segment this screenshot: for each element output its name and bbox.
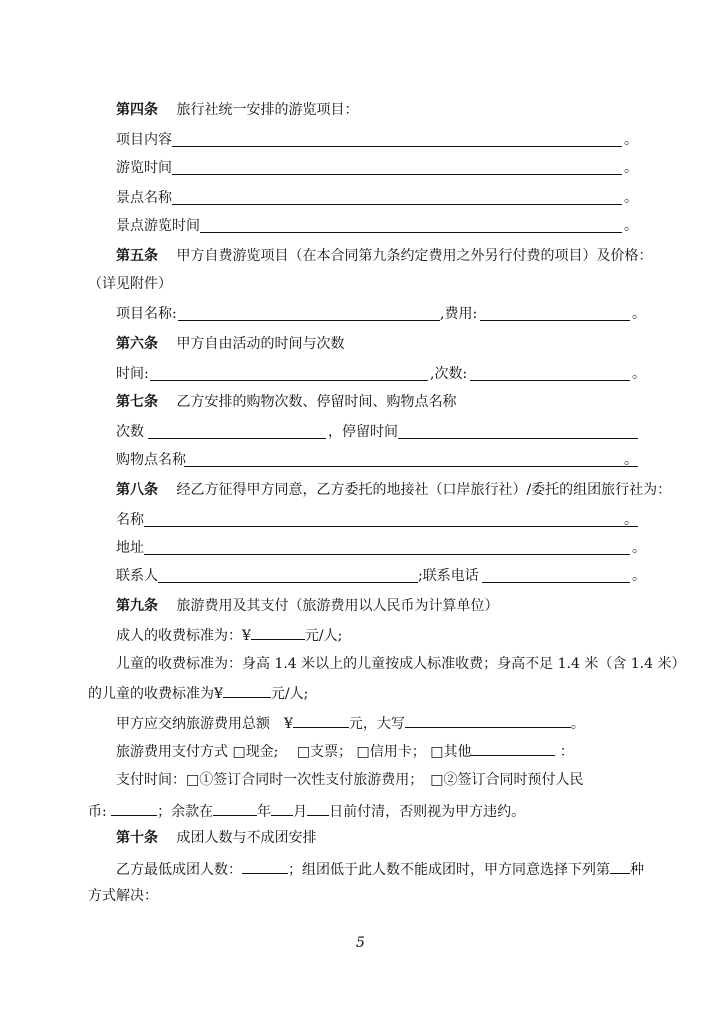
art4-field4-label: 景点游览时间 (116, 218, 200, 234)
art10-min-text: ；组团低于此人数不能成团时，甲方同意选择下列第 (288, 862, 610, 878)
month-blank[interactable] (271, 800, 293, 816)
art5-text: 甲方自费游览项目（在本合同第九条约定费用之外另行付费的项目）及价格： (176, 248, 653, 264)
option-blank[interactable] (610, 858, 630, 874)
art4-field2-label: 游览时间 (116, 160, 172, 176)
year-label: 年 (257, 804, 272, 820)
art9-adult (116, 624, 342, 646)
art10-label: 第十条 (116, 830, 158, 846)
art10-solve: 方式解决： (88, 888, 158, 904)
art6-label: 第六条 (116, 336, 158, 352)
art9-total-label: 甲方应交纳旅游费用总额 ¥ (116, 716, 293, 732)
art4-field1-blank[interactable] (172, 130, 622, 147)
art5-heading (116, 246, 652, 266)
art5-fee-label: ,费用: (440, 306, 478, 322)
art5-fee-blank[interactable] (480, 304, 630, 321)
art8-contact-label: 联系人 (116, 568, 158, 584)
art4-field3-blank[interactable] (172, 188, 622, 205)
art5-name-label: 项目名称: (116, 306, 177, 322)
art9-child2-unit: 元/人; (270, 686, 309, 702)
art8-heading (116, 480, 671, 500)
art10-text: 成团人数与不成团安排 (176, 830, 317, 846)
art6-time-blank[interactable] (150, 364, 428, 381)
period: 。 (632, 568, 646, 584)
checkbox-pay2[interactable]: □ (430, 772, 444, 788)
art9-pay-time-label: 支付时间： (116, 772, 186, 788)
art6-heading (116, 334, 344, 354)
art9-label: 第九条 (116, 598, 158, 614)
checkbox-pay1[interactable]: □ (186, 772, 200, 788)
art8-phone-label: ;联系电话 (418, 568, 479, 584)
day-end: 日前付清，否则视为甲方违约。 (329, 804, 526, 820)
art9-pay-method-label: 旅游费用支付方式 (116, 744, 228, 760)
min-count-blank[interactable] (242, 858, 288, 874)
art6-count-blank[interactable] (470, 364, 630, 381)
opt-check: 支票； (310, 744, 353, 760)
balance-label: ；余款在 (157, 804, 214, 820)
period: 。 (632, 366, 646, 382)
art9-heading (116, 596, 498, 616)
art6-time-label: 时间: (116, 366, 149, 382)
rmb-label: 币: (88, 804, 107, 820)
art10-min-end: 种 (630, 862, 644, 878)
art7-count-label: 次数 (116, 424, 144, 440)
art5-label: 第五条 (116, 248, 158, 264)
page-number: 5 (356, 935, 365, 951)
period: 。 (624, 190, 638, 206)
year-blank[interactable] (213, 800, 257, 816)
other-blank[interactable] (471, 740, 555, 756)
art7-place-blank[interactable] (184, 450, 638, 467)
art9-total-unit: 元，大写 (348, 716, 405, 732)
art10-heading (116, 828, 316, 848)
period: 。 (624, 218, 638, 234)
art4-text: 旅行社统一安排的游览项目： (176, 102, 359, 118)
checkbox-cash[interactable]: □ (232, 744, 246, 760)
art9-text: 旅游费用及其支付（旅游费用以人民币为计算单位） (176, 598, 499, 614)
art9-total-words-blank[interactable] (405, 712, 571, 728)
opt-card: 信用卡； (369, 744, 426, 760)
art9-adult-unit: 元/人; (304, 628, 343, 644)
art7-stay-label: ，停留时间 (328, 424, 398, 440)
art8-phone-blank[interactable] (482, 566, 630, 583)
art8-name-blank[interactable] (144, 510, 638, 527)
art4-heading (116, 100, 358, 120)
art4-field4-blank[interactable] (200, 216, 622, 233)
art8-addr-blank[interactable] (144, 538, 630, 555)
art8-contact-blank[interactable] (158, 566, 418, 583)
art9-adult-blank[interactable] (251, 624, 305, 640)
art7-label: 第七条 (116, 394, 158, 410)
art7-count-blank[interactable] (148, 422, 326, 439)
month-label: 月 (293, 804, 308, 820)
art8-name-label: 名称 (116, 512, 144, 528)
opt-cash: 现金; (245, 744, 279, 760)
period: 。 (624, 452, 638, 468)
period: 。 (632, 306, 646, 322)
prepay-blank[interactable] (111, 800, 157, 816)
art4-label: 第四条 (116, 102, 158, 118)
art9-total-blank[interactable] (293, 712, 349, 728)
art5-name-blank[interactable] (178, 304, 440, 321)
day-blank[interactable] (307, 800, 329, 816)
checkbox-card[interactable]: □ (356, 744, 370, 760)
art7-heading (116, 392, 456, 412)
art9-balance (88, 800, 525, 822)
art5-text2: （详见附件） (88, 276, 172, 292)
checkbox-other[interactable]: □ (430, 744, 444, 760)
art9-pay-t2: ②签订合同时预付人民 (443, 772, 584, 788)
art7-place-label: 购物点名称 (116, 452, 186, 468)
art10-min (116, 858, 644, 880)
art10-min-label: 乙方最低成团人数： (116, 862, 242, 878)
art9-child2-label: 的儿童的收费标准为¥ (88, 686, 223, 702)
art8-label: 第八条 (116, 482, 158, 498)
colon: ： (559, 744, 574, 760)
opt-other: 其他 (443, 744, 472, 760)
art9-adult-label: 成人的收费标准为：¥ (116, 628, 251, 644)
art4-field3-label: 景点名称 (116, 190, 172, 206)
art6-text: 甲方自由活动的时间与次数 (176, 336, 345, 352)
period: 。 (570, 716, 585, 732)
period: 。 (624, 512, 638, 528)
period: 。 (632, 540, 646, 556)
period: 。 (624, 160, 638, 176)
art7-stay-blank[interactable] (398, 422, 638, 439)
period: 。 (624, 132, 638, 148)
art4-field2-blank[interactable] (172, 158, 622, 175)
art9-pay-method (116, 740, 574, 762)
art9-pay-time (116, 770, 583, 790)
art8-text: 经乙方征得甲方同意，乙方委托的地接社（口岸旅行社）/委托的组团旅行社为： (176, 482, 672, 498)
art7-text: 乙方安排的购物次数、停留时间、购物点名称 (176, 394, 457, 410)
art9-child2 (88, 682, 308, 704)
art8-addr-label: 地址 (116, 540, 144, 556)
art9-total (116, 712, 585, 734)
art9-pay-t1: ①签订合同时一次性支付旅游费用； (199, 772, 417, 788)
art9-child1: 儿童的收费标准为：身高 1.4 米以上的儿童按成人标准收费；身高不足 1.4 米（含 1.4 米） (116, 656, 686, 672)
checkbox-check[interactable]: □ (296, 744, 311, 760)
art6-count-label: ,次数: (430, 366, 468, 382)
art4-field1-label: 项目内容 (116, 132, 172, 148)
art9-child-blank[interactable] (223, 682, 271, 698)
